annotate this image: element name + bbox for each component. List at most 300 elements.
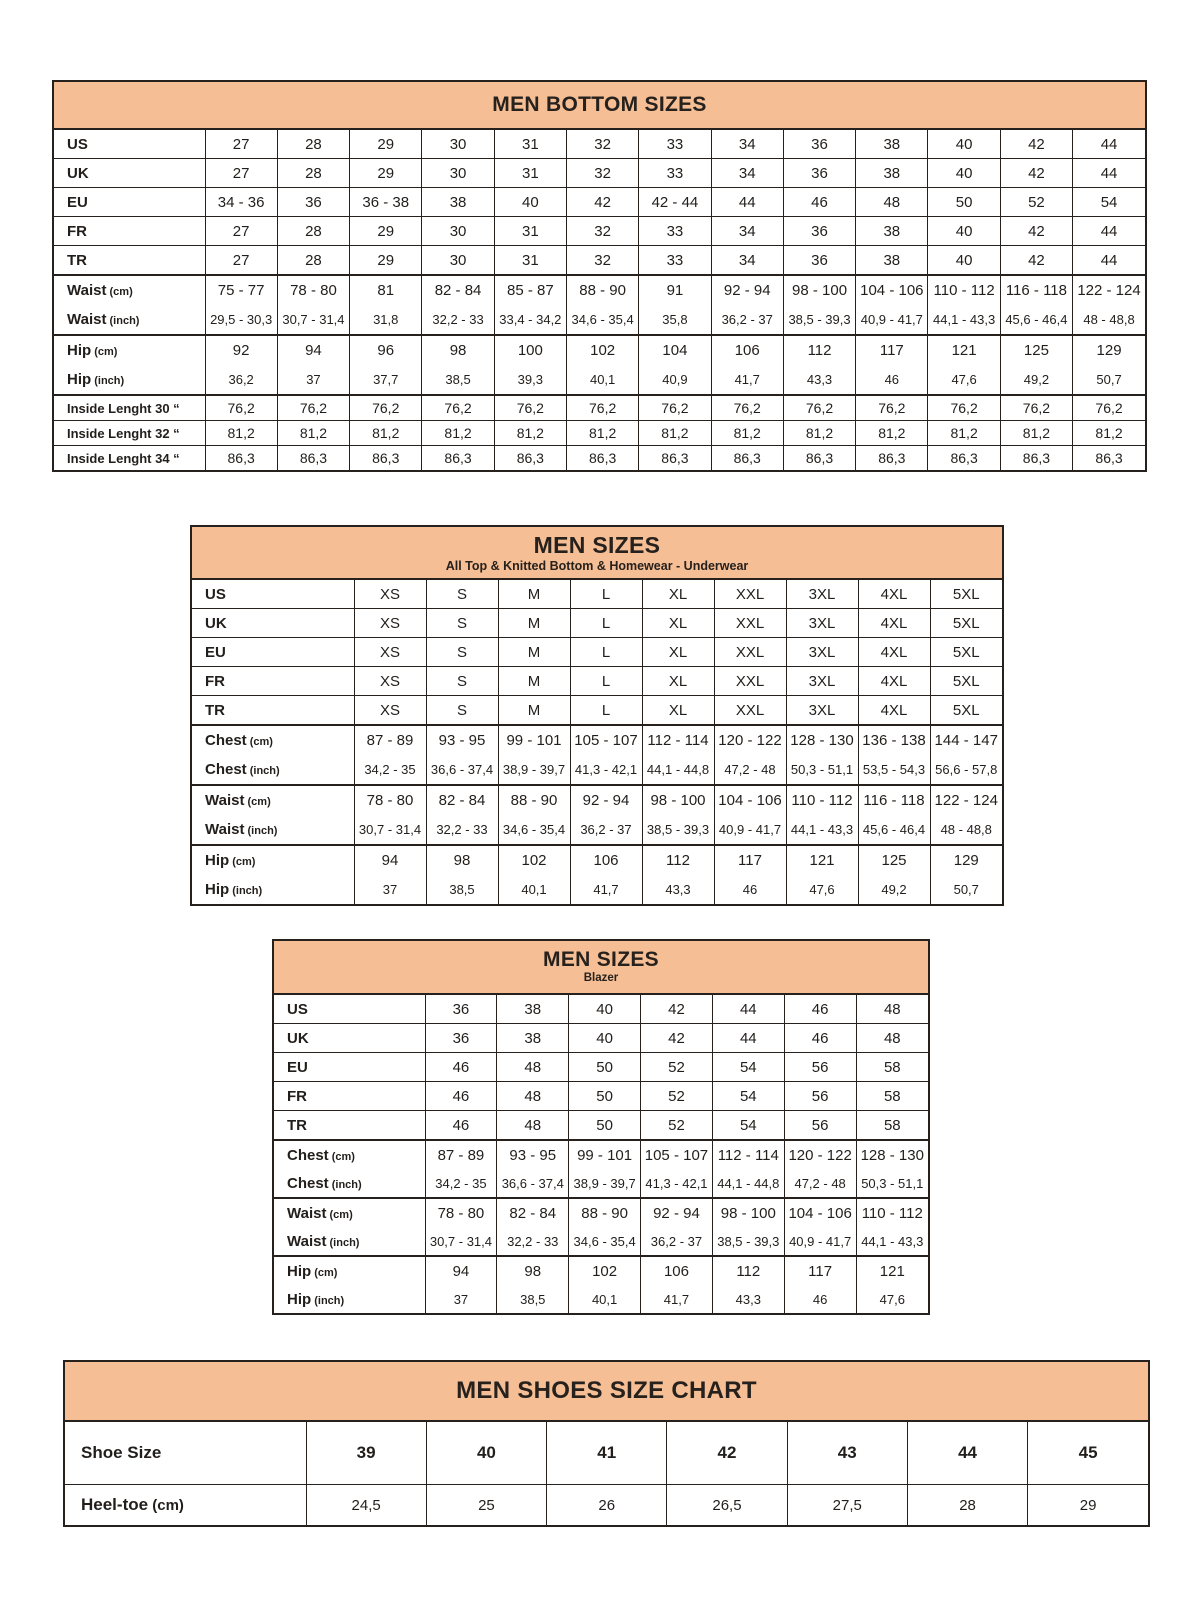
cell-value: 32,2 - 33 [422,305,494,335]
cell-value: 98 - 100 [712,1198,784,1227]
cell-value: XXL [714,667,786,696]
cell-value: 38,9 - 39,7 [569,1169,641,1198]
row-unit: (cm) [148,1497,184,1514]
cell-value: 88 - 90 [566,275,638,305]
men-sizes-tops-table [190,525,1004,906]
cell-value: XS [354,609,426,638]
cell-value: 54 [712,1053,784,1082]
cell-value: 81,2 [566,421,638,446]
cell-value: 50,7 [930,875,1002,904]
cell-value: 36 [783,217,855,246]
cell-value: 45,6 - 46,4 [858,815,930,845]
cell-value: 27 [205,217,277,246]
row-unit: (cm) [229,856,256,868]
cell-value: 38,5 - 39,3 [712,1227,784,1256]
cell-value: 105 - 107 [570,725,642,755]
row-label: US [67,135,88,153]
cell-value: 36,2 - 37 [641,1227,713,1256]
cell-value: 37 [277,365,349,395]
cell-value: 48 [497,1111,569,1141]
cell-value: 86,3 [277,446,349,471]
row-label: Waist (cm) [205,792,271,809]
table-title: MEN SIZES [533,532,661,559]
cell-value: 35,8 [639,305,711,335]
cell-value: 47,2 - 48 [714,755,786,785]
cell-value: 39 [306,1422,426,1485]
cell-value: 81,2 [277,421,349,446]
cell-value: 27 [205,246,277,276]
cell-value: 5XL [930,609,1002,638]
cell-value: 49,2 [858,875,930,904]
men-sizes-tops-header [192,527,1002,580]
row-unit: (cm) [91,346,118,358]
cell-value: 82 - 84 [422,275,494,305]
cell-value: XL [642,638,714,667]
cell-value: 76,2 [856,395,928,421]
cell-value: 94 [425,1256,497,1285]
cell-value: 46 [783,188,855,217]
cell-value: 38 [497,1024,569,1053]
cell-value: 122 - 124 [930,785,1002,815]
cell-value: 48 - 48,8 [930,815,1002,845]
cell-value: 81 [350,275,422,305]
cell-value: 33 [639,246,711,276]
cell-value: 29,5 - 30,3 [205,305,277,335]
cell-value: 40 [928,159,1000,188]
men-bottom-sizes-header [54,82,1145,130]
men-sizes-blazer-header [274,941,928,995]
cell-value: 56 [784,1082,856,1111]
cell-value: 44,1 - 44,8 [712,1169,784,1198]
row-label: Shoe Size [81,1443,162,1462]
cell-value: 44 [712,995,784,1024]
cell-value: 44 [712,1024,784,1053]
cell-value: 82 - 84 [497,1198,569,1227]
cell-value: 128 - 130 [856,1140,928,1169]
cell-value: 33 [639,130,711,159]
cell-value: 121 [856,1256,928,1285]
cell-value: S [426,638,498,667]
cell-value: XXL [714,638,786,667]
cell-value: 48 [856,1024,928,1053]
cell-value: 40,1 [498,875,570,904]
cell-value: 38 [856,217,928,246]
cell-value: M [498,609,570,638]
cell-value: 86,3 [856,446,928,471]
cell-value: 29 [350,217,422,246]
cell-value: 40,1 [566,365,638,395]
cell-value: 44 [1073,246,1145,276]
cell-value: XL [642,696,714,726]
cell-value: L [570,696,642,726]
cell-value: 48 [856,995,928,1024]
cell-value: 81,2 [639,421,711,446]
cell-value: 44 [1073,217,1145,246]
cell-value: L [570,609,642,638]
row-label: EU [205,643,226,661]
cell-value: 4XL [858,638,930,667]
cell-value: 76,2 [422,395,494,421]
men-sizes-blazer-table [272,939,930,1315]
cell-value: 105 - 107 [641,1140,713,1169]
cell-value: 94 [277,335,349,365]
cell-value: 110 - 112 [928,275,1000,305]
cell-value: 86,3 [1073,446,1145,471]
cell-value: 40 [928,130,1000,159]
cell-value: 36,6 - 37,4 [497,1169,569,1198]
cell-value: 37,7 [350,365,422,395]
cell-value: 50,3 - 51,1 [856,1169,928,1198]
cell-value: 40 [569,1024,641,1053]
cell-value: 76,2 [350,395,422,421]
cell-value: 44 [907,1422,1027,1485]
cell-value: 34,2 - 35 [425,1169,497,1198]
cell-value: 106 [711,335,783,365]
cell-value: 47,6 [786,875,858,904]
cell-value: 40,9 - 41,7 [714,815,786,845]
cell-value: 112 [642,845,714,875]
cell-value: 76,2 [277,395,349,421]
cell-value: 129 [930,845,1002,875]
row-label: Inside Lenght 32 “ [67,425,180,441]
cell-value: 54 [712,1082,784,1111]
cell-value: 44,1 - 43,3 [856,1227,928,1256]
cell-value: 58 [856,1082,928,1111]
cell-value: 37 [425,1285,497,1313]
row-unit: (inch) [326,1236,360,1249]
cell-value: 117 [714,845,786,875]
table-subtitle: All Top & Knitted Bottom & Homewear - Underwear [445,558,749,573]
cell-value: 40,9 [639,365,711,395]
row-unit: (inch) [91,375,125,387]
cell-value: 81,2 [928,421,1000,446]
cell-value: 40 [494,188,566,217]
cell-value: XXL [714,580,786,609]
cell-value: 44,1 - 44,8 [642,755,714,785]
cell-value: 5XL [930,638,1002,667]
row-unit: (inch) [229,885,263,897]
row-label: Hip (cm) [287,1262,338,1280]
row-label: Waist (inch) [205,821,278,838]
row-label: FR [287,1087,307,1105]
cell-value: 121 [928,335,1000,365]
cell-value: 102 [569,1256,641,1285]
cell-value: 144 - 147 [930,725,1002,755]
cell-value: 37 [354,875,426,904]
cell-value: 117 [856,335,928,365]
cell-value: 91 [639,275,711,305]
cell-value: 78 - 80 [354,785,426,815]
cell-value: 24,5 [306,1485,426,1526]
cell-value: 56 [784,1111,856,1141]
cell-value: 76,2 [783,395,855,421]
cell-value: 38 [856,130,928,159]
cell-value: 29 [350,246,422,276]
cell-value: 100 [494,335,566,365]
cell-value: 36,2 - 37 [711,305,783,335]
cell-value: 94 [354,845,426,875]
cell-value: 86,3 [1000,446,1072,471]
cell-value: 48 [856,188,928,217]
cell-value: 56 [784,1053,856,1082]
cell-value: 34 [711,217,783,246]
row-label: UK [67,164,89,182]
cell-value: 28 [277,246,349,276]
cell-value: 43 [787,1422,907,1485]
cell-value: 81,2 [1000,421,1072,446]
men-shoes-size-chart-header [65,1362,1148,1422]
cell-value: 36,2 - 37 [570,815,642,845]
cell-value: 110 - 112 [786,785,858,815]
cell-value: 54 [1073,188,1145,217]
cell-value: 38,9 - 39,7 [498,755,570,785]
row-label: Chest (inch) [287,1174,362,1192]
cell-value: XS [354,638,426,667]
row-label: Hip (cm) [67,342,118,359]
cell-value: 36 [425,995,497,1024]
row-label: US [205,585,226,603]
cell-value: 41,7 [641,1285,713,1313]
row-label: FR [67,222,87,240]
cell-value: 38,5 - 39,3 [642,815,714,845]
cell-value: 40,1 [569,1285,641,1313]
cell-value: 40,9 - 41,7 [856,305,928,335]
cell-value: 92 - 94 [641,1198,713,1227]
cell-value: 44 [711,188,783,217]
cell-value: 44 [1073,130,1145,159]
cell-value: 50 [569,1082,641,1111]
cell-value: 81,2 [422,421,494,446]
cell-value: 45 [1028,1422,1148,1485]
cell-value: 86,3 [711,446,783,471]
cell-value: 31 [494,130,566,159]
cell-value: 38 [856,159,928,188]
cell-value: 104 - 106 [714,785,786,815]
cell-value: 32,2 - 33 [426,815,498,845]
cell-value: 92 - 94 [570,785,642,815]
row-label: Hip (cm) [205,852,256,869]
cell-value: 38,5 [426,875,498,904]
row-unit: (cm) [246,736,273,748]
cell-value: 28 [277,130,349,159]
cell-value: 52 [641,1082,713,1111]
cell-value: 93 - 95 [426,725,498,755]
cell-value: 81,2 [1073,421,1145,446]
cell-value: 92 - 94 [711,275,783,305]
cell-value: 76,2 [639,395,711,421]
cell-value: 122 - 124 [1073,275,1145,305]
cell-value: 120 - 122 [784,1140,856,1169]
cell-value: 30,7 - 31,4 [277,305,349,335]
cell-value: 38,5 [422,365,494,395]
cell-value: 46 [425,1082,497,1111]
cell-value: XL [642,580,714,609]
cell-value: 41 [547,1422,667,1485]
cell-value: 104 - 106 [784,1198,856,1227]
cell-value: 43,3 [642,875,714,904]
cell-value: L [570,638,642,667]
cell-value: 36 [783,130,855,159]
row-label: Chest (inch) [205,761,280,778]
cell-value: 30 [422,246,494,276]
row-label: UK [287,1029,309,1047]
cell-value: 112 - 114 [642,725,714,755]
cell-value: 3XL [786,696,858,726]
row-label: FR [205,672,225,690]
cell-value: 50 [569,1111,641,1141]
cell-value: 98 [422,335,494,365]
cell-value: 29 [350,159,422,188]
cell-value: 38 [856,246,928,276]
cell-value: 26 [547,1485,667,1526]
cell-value: 81,2 [711,421,783,446]
cell-value: 34 [711,159,783,188]
cell-value: 112 - 114 [712,1140,784,1169]
cell-value: 93 - 95 [497,1140,569,1169]
cell-value: 26,5 [667,1485,787,1526]
cell-value: 30 [422,217,494,246]
cell-value: 46 [784,1285,856,1313]
row-label: Chest (cm) [205,732,273,749]
cell-value: 129 [1073,335,1145,365]
cell-value: 99 - 101 [498,725,570,755]
cell-value: XL [642,667,714,696]
row-unit: (inch) [328,1178,362,1191]
cell-value: 48 [497,1082,569,1111]
row-label: EU [287,1058,308,1076]
cell-value: 29 [1028,1485,1148,1526]
cell-value: 48 [497,1053,569,1082]
cell-value: 41,7 [570,875,642,904]
cell-value: S [426,609,498,638]
cell-value: 47,6 [928,365,1000,395]
cell-value: 36 [783,246,855,276]
row-label: Waist (inch) [67,311,140,328]
cell-value: 3XL [786,667,858,696]
cell-value: 42 [641,1024,713,1053]
cell-value: 104 [639,335,711,365]
row-unit: (inch) [246,765,280,777]
cell-value: 42 [1000,130,1072,159]
cell-value: 45,6 - 46,4 [1000,305,1072,335]
cell-value: 43,3 [783,365,855,395]
row-unit: (inch) [311,1294,345,1307]
cell-value: 86,3 [494,446,566,471]
cell-value: 33 [639,159,711,188]
cell-value: XL [642,609,714,638]
cell-value: 98 - 100 [642,785,714,815]
cell-value: 27,5 [787,1485,907,1526]
cell-value: 42 [1000,217,1072,246]
cell-value: 86,3 [928,446,1000,471]
cell-value: 42 [641,995,713,1024]
cell-value: 42 [1000,246,1072,276]
cell-value: 50,7 [1073,365,1145,395]
cell-value: 78 - 80 [277,275,349,305]
cell-value: M [498,638,570,667]
cell-value: 32 [566,246,638,276]
cell-value: 76,2 [1073,395,1145,421]
cell-value: 29 [350,130,422,159]
cell-value: 49,2 [1000,365,1072,395]
cell-value: 88 - 90 [498,785,570,815]
cell-value: 81,2 [856,421,928,446]
cell-value: 34,6 - 35,4 [566,305,638,335]
cell-value: 98 - 100 [783,275,855,305]
cell-value: 3XL [786,580,858,609]
cell-value: 102 [498,845,570,875]
cell-value: 5XL [930,667,1002,696]
cell-value: 50,3 - 51,1 [786,755,858,785]
cell-value: 99 - 101 [569,1140,641,1169]
men-shoes-size-chart-table [63,1360,1150,1527]
cell-value: 32 [566,159,638,188]
row-unit: (inch) [106,315,140,327]
cell-value: 76,2 [494,395,566,421]
men-sizes-blazer-grid [274,995,928,1313]
cell-value: 102 [566,335,638,365]
cell-value: 42 [667,1422,787,1485]
cell-value: 76,2 [1000,395,1072,421]
cell-value: 48 - 48,8 [1073,305,1145,335]
cell-value: 27 [205,130,277,159]
cell-value: 82 - 84 [426,785,498,815]
cell-value: 76,2 [711,395,783,421]
cell-value: S [426,667,498,696]
cell-value: 42 [1000,159,1072,188]
cell-value: 98 [426,845,498,875]
row-label: TR [67,251,87,269]
cell-value: XS [354,580,426,609]
cell-value: 33,4 - 34,2 [494,305,566,335]
cell-value: 116 - 118 [1000,275,1072,305]
cell-value: 85 - 87 [494,275,566,305]
cell-value: 5XL [930,696,1002,726]
cell-value: 40 [426,1422,546,1485]
men-sizes-tops-grid [192,580,1002,904]
cell-value: 52 [1000,188,1072,217]
cell-value: 30,7 - 31,4 [425,1227,497,1256]
cell-value: 42 [566,188,638,217]
cell-value: 30 [422,130,494,159]
cell-value: 39,3 [494,365,566,395]
cell-value: M [498,667,570,696]
cell-value: 54 [712,1111,784,1141]
cell-value: 81,2 [783,421,855,446]
cell-value: 36 - 38 [350,188,422,217]
cell-value: 3XL [786,609,858,638]
cell-value: 86,3 [350,446,422,471]
cell-value: 4XL [858,667,930,696]
cell-value: 87 - 89 [425,1140,497,1169]
row-label: US [287,1000,308,1018]
cell-value: 30 [422,159,494,188]
cell-value: 4XL [858,609,930,638]
cell-value: 4XL [858,580,930,609]
cell-value: 30,7 - 31,4 [354,815,426,845]
cell-value: 116 - 118 [858,785,930,815]
cell-value: 53,5 - 54,3 [858,755,930,785]
cell-value: 32 [566,130,638,159]
men-bottom-sizes-table [52,80,1147,472]
cell-value: 81,2 [494,421,566,446]
cell-value: 41,3 - 42,1 [570,755,642,785]
row-label: TR [287,1116,307,1134]
row-label: Heel-toe (cm) [81,1495,184,1514]
row-unit: (cm) [106,286,133,298]
cell-value: L [570,667,642,696]
row-label: Hip (inch) [205,881,263,898]
